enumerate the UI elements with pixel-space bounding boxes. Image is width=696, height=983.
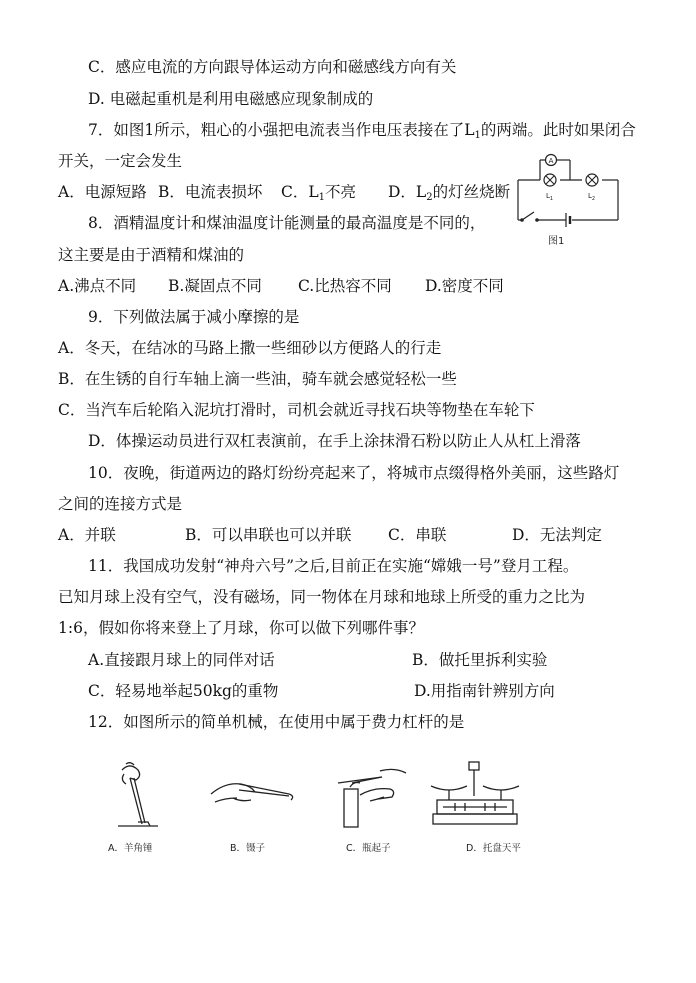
figure-1-circuit xyxy=(508,152,628,252)
q12-caption-A: A．羊角锤 xyxy=(108,843,153,854)
question-9: 9．下列做法属于减小摩擦的是 xyxy=(88,308,300,326)
q7-C-pre: C．L xyxy=(281,183,319,201)
q9-option-B: B．在生锈的自行车轴上滴一些油，骑车就会感觉轻松一些 xyxy=(58,370,457,388)
q7-option-D xyxy=(388,182,510,208)
claw-hammer-figure xyxy=(108,760,168,836)
q8-option-D: D.密度不同 xyxy=(425,277,504,295)
q8-option-C: C.比热容不同 xyxy=(298,277,392,295)
q9-option-A: A．冬天，在结冰的马路上撒一些细砂以方便路人的行走 xyxy=(58,339,442,357)
q7-text-post: 的两端。此时如果闭合 xyxy=(480,121,636,139)
q11-option-B: B．做托里拆利实验 xyxy=(412,651,548,669)
question-8-line1: 8．酒精温度计和煤油温度计能测量的最高温度是不同的， xyxy=(88,214,486,232)
option-6D: D. 电磁起重机是利用电磁感应现象制成的 xyxy=(88,90,374,108)
q11-option-C: C．轻易地举起50kg的重物 xyxy=(88,682,279,700)
q7-text-pre: 7．如图1所示，粗心的小强把电流表当作电压表接在了L xyxy=(88,121,475,139)
q9-option-D: D．体操运动员进行双杠表演前，在手上涂抹滑石粉以防止人从杠上滑落 xyxy=(88,432,581,450)
q9-option-C: C．当汽车后轮陷入泥坑打滑时，司机会就近寻找石块等物垫在车轮下 xyxy=(58,401,535,419)
question-7-line1 xyxy=(88,120,636,146)
question-11-line3: 1:6，假如你将来登上了月球，你可以做下列哪件事？ xyxy=(58,619,424,637)
q12-caption-B: B．镊子 xyxy=(230,843,266,854)
q7-D-pre: D．L xyxy=(388,183,427,201)
q11-option-A: A.直接跟月球上的同伴对话 xyxy=(88,651,275,669)
q8-option-B: B.凝固点不同 xyxy=(168,277,262,295)
question-11-line2: 已知月球上没有空气，没有磁场，同一物体在月球和地球上所受的重力之比为 xyxy=(58,588,586,606)
tweezers-figure xyxy=(205,772,300,822)
bottle-opener-figure xyxy=(330,765,420,835)
question-7-line2: 开关，一定会发生 xyxy=(58,152,183,170)
lamp-2-label: $L_2$ xyxy=(588,192,596,202)
lamp-1-icon xyxy=(544,174,556,186)
q7-C-post: 不亮 xyxy=(325,183,357,201)
q12-caption-C: C．瓶起子 xyxy=(346,843,391,854)
q7-subscript: 1 xyxy=(474,130,481,141)
q10-option-B: B．可以串联也可以并联 xyxy=(185,526,352,544)
q10-option-C: C．串联 xyxy=(388,526,447,544)
lamp-2-icon xyxy=(586,174,598,186)
q11-option-D: D.用指南针辨别方向 xyxy=(414,682,555,700)
q10-option-A: A．并联 xyxy=(58,526,116,544)
question-8-line2: 这主要是由于酒精和煤油的 xyxy=(58,246,245,264)
question-11-line1: 11．我国成功发射“神舟六号”之后,目前正在实施“嫦娥一号”登月工程。 xyxy=(88,557,579,575)
balance-figure xyxy=(425,760,525,836)
question-10-line2: 之间的连接方式是 xyxy=(58,495,183,513)
q8-option-A: A.沸点不同 xyxy=(58,277,137,295)
q7-D-post: 的灯丝烧断 xyxy=(432,183,511,201)
lamp-1-label: $L_1$ xyxy=(546,192,554,202)
q7-D-sub: 2 xyxy=(426,192,433,203)
question-10-line1: 10．夜晚，街道两边的路灯纷纷亮起来了，将城市点缀得格外美丽，这些路灯 xyxy=(88,464,620,482)
q10-option-D: D．无法判定 xyxy=(512,526,602,544)
option-6C: C．感应电流的方向跟导体运动方向和磁感线方向有关 xyxy=(88,58,457,76)
q7-option-C xyxy=(281,182,356,208)
q12-caption-D: D．托盘天平 xyxy=(466,843,521,854)
q7-C-sub: 1 xyxy=(318,192,326,203)
q7-option-A: A．电源短路 xyxy=(58,183,147,201)
q7-option-B: B．电流表损坏 xyxy=(158,183,263,201)
figure-1-caption: 图1 xyxy=(548,236,565,247)
question-12: 12．如图所示的简单机械，在使用中属于费力杠杆的是 xyxy=(88,713,465,731)
ammeter-label: A xyxy=(548,157,554,165)
